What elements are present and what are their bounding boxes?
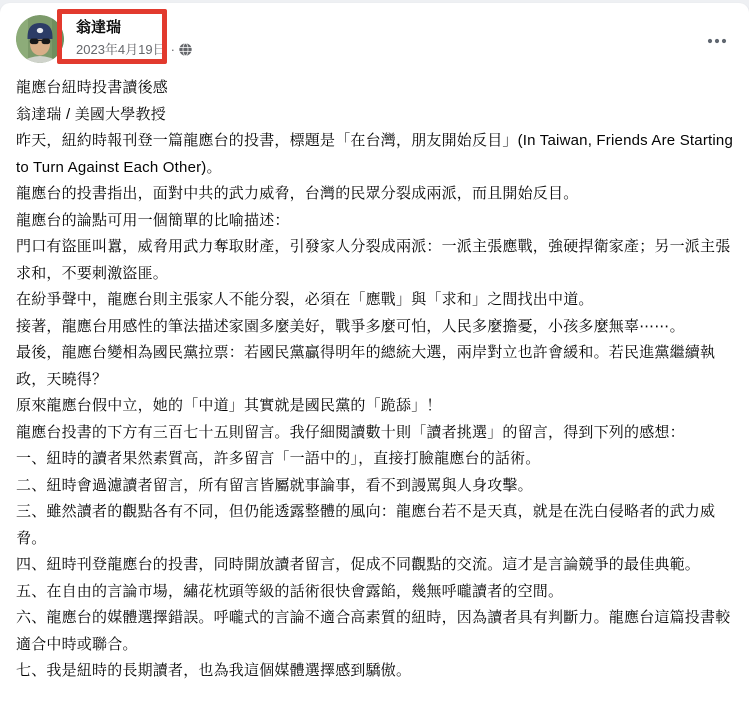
post-paragraph: 龍應台紐時投書讀後感 — [16, 79, 169, 96]
post-paragraph: 一、紐時的讀者果然素質高，許多留言「一語中的」，直接打臉龍應台的話術。 — [16, 450, 541, 467]
post-paragraph: 昨天，紐約時報刊登一篇龍應台的投書，標題是「在台灣，朋友開始反目」(In Taiwan, Friends Are Starting to Turn Against Each Other)。 — [16, 132, 733, 176]
three-dots-horizontal-icon — [705, 29, 729, 53]
author-name-link[interactable]: 翁達瑞 — [76, 19, 122, 36]
globe-public-icon — [179, 43, 192, 56]
more-options-button[interactable] — [699, 23, 735, 59]
post-paragraph: 四、紐時刊登龍應台的投書，同時開放讀者留言，促成不同觀點的交流。這才是言論競爭的最佳典範。 — [16, 556, 701, 573]
meta-separator: · — [170, 42, 175, 57]
post-paragraph: 門口有盜匪叫囂，威脅用武力奪取財產，引發家人分裂成兩派：一派主張應戰，強硬捍衛家產；另一派主張求和，不要刺激盜匪。 — [16, 238, 731, 282]
post-paragraph: 七、我是紐時的長期讀者，也為我這個媒體選擇感到驕傲。 — [16, 662, 412, 679]
post-header — [0, 3, 749, 63]
post-content — [0, 63, 749, 685]
post-paragraph: 龍應台的論點可用一個簡單的比喻描述： — [16, 211, 290, 229]
post-paragraph: 龍應台的投書指出，面對中共的武力威脅，台灣的民眾分裂成兩派，而且開始反目。 — [16, 185, 579, 202]
post-paragraph: 龍應台投書的下方有三百七十五則留言。我仔細閱讀數十則「讀者挑選」的留言，得到下列的感想： — [16, 423, 685, 441]
post-paragraph: 二、紐時會過濾讀者留言，所有留言皆屬就事論事，看不到謾罵與人身攻擊。 — [16, 476, 533, 494]
facebook-post-card — [0, 3, 749, 703]
post-paragraph: 接著，龍應台用感性的筆法描述家園多麼美好，戰爭多麼可怕，人民多麼擔憂，小孩多麼無辜⋯⋯。 — [16, 317, 685, 335]
post-paragraph: 三、雖然讀者的觀點各有不同，但仍能透露整體的風向：龍應台若不是天真，就是在洗白侵略者的武力威脅。 — [16, 503, 716, 547]
post-paragraph: 原來龍應台假中立，她的「中道」其實就是國民黨的「跪舔」！ — [16, 397, 442, 414]
post-paragraph: 五、在自由的言論市場，繡花枕頭等級的話術很快會露餡，幾無呼嚨讀者的空間。 — [16, 582, 564, 600]
header-text-block — [76, 15, 192, 58]
post-paragraph: 六、龍應台的媒體選擇錯誤。呼嚨式的言論不適合高素質的紐時，因為讀者具有判斷力。龍應台這篇投書較適合中時或聯合。 — [16, 609, 731, 653]
avatar-image — [16, 15, 64, 63]
avatar[interactable] — [16, 15, 64, 63]
post-paragraph: 在紛爭聲中，龍應台則主張家人不能分裂，必須在「應戰」與「求和」之間找出中道。 — [16, 291, 594, 308]
post-paragraph: 最後，龍應台變相為國民黨拉票：若國民黨贏得明年的總統大選，兩岸對立也許會緩和。若民進黨繼續執政，天曉得？ — [16, 344, 716, 388]
post-paragraph: 翁達瑞 / 美國大學教授 — [16, 105, 166, 123]
post-timestamp-link[interactable]: 2023年4月19日 — [76, 42, 166, 57]
